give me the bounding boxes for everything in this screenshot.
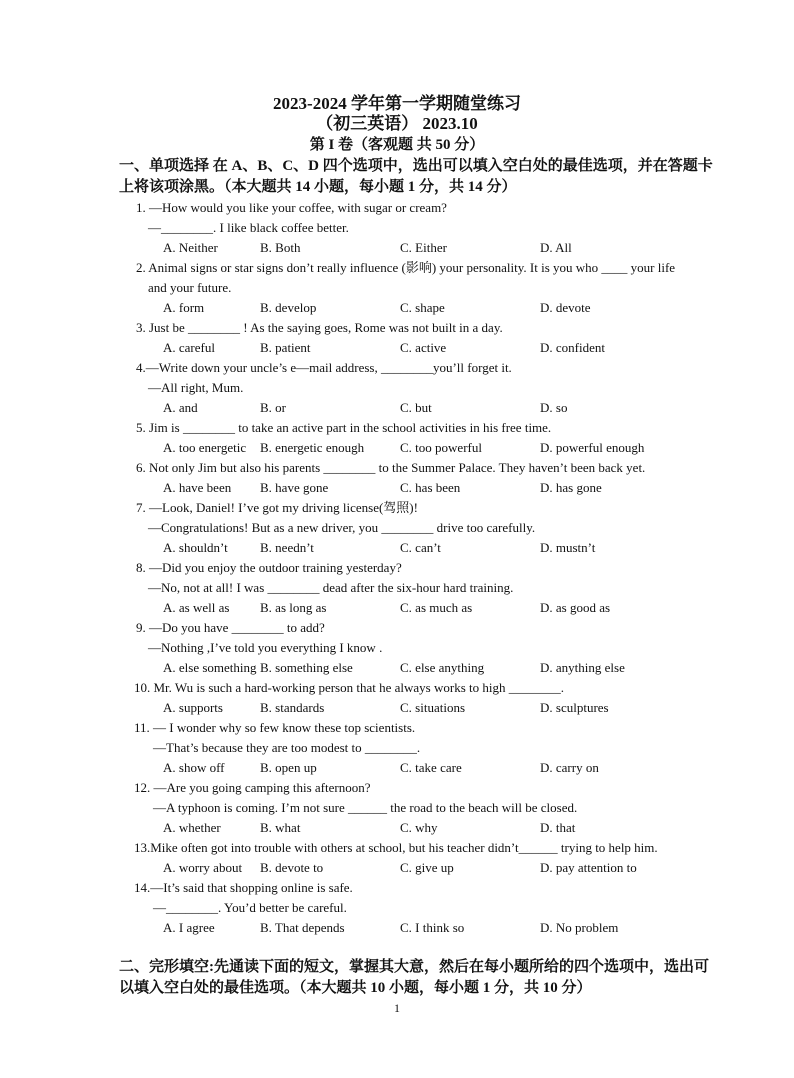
question-text: 8. —Did you enjoy the outdoor training yesterday?: [136, 560, 402, 575]
option-row: [0, 818, 794, 838]
answer-option: A. and: [163, 400, 198, 415]
question-line: [0, 278, 794, 298]
option-row: [0, 398, 794, 418]
answer-option: C. can’t: [400, 540, 441, 555]
section-1-heading: 一、单项选择 在 A、B、C、D 四个选项中，选出可以填入空白处的最佳选项，并在答题卡上将该项涂黑。（本大题共 14 小题，每小题 1 分，共 14 分）: [119, 158, 713, 195]
answer-option: B. That depends: [260, 920, 345, 935]
answer-option: C. why: [400, 820, 438, 835]
question-text: —That’s because they are too modest to ________.: [153, 740, 421, 755]
answer-option: D. that: [540, 820, 576, 835]
question-line: [0, 358, 794, 378]
answer-option: C. too powerful: [400, 440, 482, 455]
answer-option: D. mustn’t: [540, 540, 596, 555]
answer-option: C. I think so: [400, 920, 465, 935]
answer-option: B. or: [260, 400, 286, 415]
question-line: [0, 578, 794, 598]
answer-option: B. energetic enough: [260, 440, 365, 455]
answer-option: A. else something: [163, 660, 257, 675]
question-text: 5. Jim is ________ to take an active part in the school activities in his free time.: [136, 420, 552, 435]
answer-option: A. show off: [163, 760, 225, 775]
option-row: [0, 538, 794, 558]
answer-option: D. sculptures: [540, 700, 609, 715]
answer-option: B. patient: [260, 340, 311, 355]
answer-option: B. something else: [260, 660, 353, 675]
answer-option: A. Neither: [163, 240, 218, 255]
answer-option: D. All: [540, 240, 572, 255]
question-text: 9. —Do you have ________ to add?: [136, 620, 325, 635]
question-text: —No, not at all! I was ________ dead after the six-hour hard training.: [148, 580, 514, 595]
option-row: [0, 918, 794, 938]
answer-option: B. needn’t: [260, 540, 314, 555]
option-row: [0, 438, 794, 458]
question-text: —Nothing ,I’ve told you everything I know .: [148, 640, 383, 655]
answer-option: C. has been: [400, 480, 461, 495]
answer-option: B. have gone: [260, 480, 329, 495]
answer-option: C. else anything: [400, 660, 485, 675]
question-line: [0, 498, 794, 518]
question-line: [0, 638, 794, 658]
answer-option: C. give up: [400, 860, 454, 875]
question-text: 4.—Write down your uncle’s e—mail address, ________you’ll forget it.: [136, 360, 512, 375]
question-line: [0, 878, 794, 898]
question-text: 2. Animal signs or star signs don’t really influence (影响) your personality. It is you who ____ your life: [136, 260, 676, 275]
answer-option: A. worry about: [163, 860, 243, 875]
answer-option: A. shouldn’t: [163, 540, 228, 555]
answer-option: B. Both: [260, 240, 301, 255]
question-text: 13.Mike often got into trouble with others at school, but his teacher didn’t______ trying to help him.: [134, 840, 658, 855]
answer-option: B. as long as: [260, 600, 327, 615]
section-2-heading: 二、完形填空:先通读下面的短文，掌握其大意，然后在每小题所给的四个选项中，选出可以填入空白处的最佳选项。（本大题共 10 小题，每小题 1 分，共 10 分）: [119, 959, 709, 996]
question-line: [0, 318, 794, 338]
answer-option: A. too energetic: [163, 440, 247, 455]
question-line: [0, 798, 794, 818]
question-line: [0, 898, 794, 918]
question-line: [0, 618, 794, 638]
answer-option: B. what: [260, 820, 301, 835]
answer-option: D. anything else: [540, 660, 625, 675]
exam-title: 2023-2024 学年第一学期随堂练习: [273, 94, 521, 113]
answer-option: C. Either: [400, 240, 447, 255]
question-text: 14.—It’s said that shopping online is safe.: [134, 880, 353, 895]
answer-option: D. as good as: [540, 600, 611, 615]
volume-heading: 第 I 卷（客观题 共 50 分）: [309, 137, 485, 153]
exam-subtitle: （初三英语） 2023.10: [316, 114, 478, 133]
question-line: [0, 378, 794, 398]
answer-option: C. active: [400, 340, 447, 355]
question-text: 11. — I wonder why so few know these top scientists.: [134, 720, 416, 735]
answer-option: D. powerful enough: [540, 440, 645, 455]
question-text: and your future.: [148, 280, 232, 295]
answer-option: D. carry on: [540, 760, 599, 775]
option-row: [0, 698, 794, 718]
answer-option: C. shape: [400, 300, 445, 315]
answer-option: A. I agree: [163, 920, 215, 935]
option-row: [0, 658, 794, 678]
answer-option: C. take care: [400, 760, 462, 775]
option-row: [0, 758, 794, 778]
answer-option: C. but: [400, 400, 432, 415]
question-line: [0, 838, 794, 858]
question-line: [0, 518, 794, 538]
option-row: [0, 298, 794, 318]
answer-option: D. so: [540, 400, 568, 415]
answer-option: A. careful: [163, 340, 215, 355]
page-number: 1: [394, 1001, 400, 1015]
answer-option: A. as well as: [163, 600, 230, 615]
answer-option: D. confident: [540, 340, 605, 355]
answer-option: C. situations: [400, 700, 466, 715]
answer-option: D. has gone: [540, 480, 602, 495]
answer-option: B. develop: [260, 300, 317, 315]
answer-option: A. whether: [163, 820, 221, 835]
question-line: [0, 738, 794, 758]
option-row: [0, 338, 794, 358]
answer-option: D. pay attention to: [540, 860, 637, 875]
question-line: [0, 258, 794, 278]
question-line: [0, 678, 794, 698]
question-text: —All right, Mum.: [148, 380, 244, 395]
answer-option: D. devote: [540, 300, 591, 315]
question-text: —________. I like black coffee better.: [148, 220, 349, 235]
question-line: [0, 198, 794, 218]
question-text: 1. —How would you like your coffee, with sugar or cream?: [136, 200, 447, 215]
answer-option: A. have been: [163, 480, 232, 495]
option-row: [0, 238, 794, 258]
question-text: 7. —Look, Daniel! I’ve got my driving license(驾照)!: [136, 500, 418, 515]
option-row: [0, 478, 794, 498]
answer-option: B. devote to: [260, 860, 324, 875]
question-line: [0, 458, 794, 478]
answer-option: C. as much as: [400, 600, 473, 615]
question-line: [0, 778, 794, 798]
question-line: [0, 218, 794, 238]
question-text: —Congratulations! But as a new driver, you ________ drive too carefully.: [148, 520, 536, 535]
answer-option: A. supports: [163, 700, 223, 715]
question-line: [0, 718, 794, 738]
question-text: 12. —Are you going camping this afternoon?: [134, 780, 371, 795]
question-text: 3. Just be ________ ! As the saying goes, Rome was not built in a day.: [136, 320, 503, 335]
option-row: [0, 598, 794, 618]
question-line: [0, 418, 794, 438]
question-text: —________. You’d better be careful.: [153, 900, 347, 915]
answer-option: B. open up: [260, 760, 317, 775]
question-text: 10. Mr. Wu is such a hard-working person that he always works to high ________.: [134, 680, 564, 695]
answer-option: A. form: [163, 300, 205, 315]
answer-option: B. standards: [260, 700, 325, 715]
question-text: 6. Not only Jim but also his parents ________ to the Summer Palace. They haven’t been back yet.: [136, 460, 646, 475]
option-row: [0, 858, 794, 878]
answer-option: D. No problem: [540, 920, 619, 935]
question-line: [0, 558, 794, 578]
question-text: —A typhoon is coming. I’m not sure ______ the road to the beach will be closed.: [153, 800, 578, 815]
